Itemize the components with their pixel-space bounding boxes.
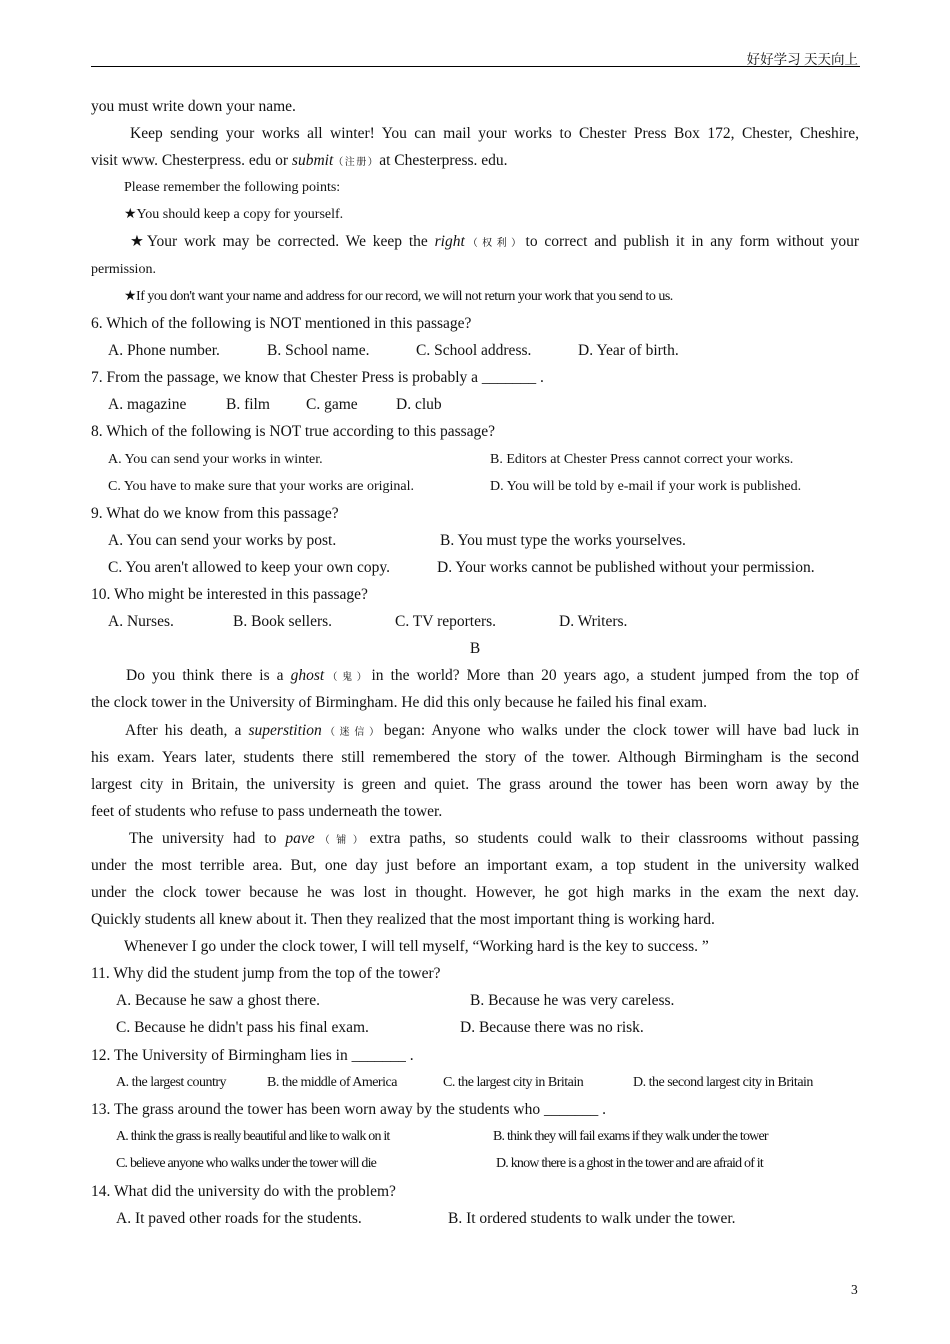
option-b: B. Because he was very careless. — [470, 992, 675, 1009]
point-item: ★If you don't want your name and address for our record, we will not return your work that you send to us. — [124, 289, 673, 304]
points-intro: Please remember the following points: — [124, 180, 341, 195]
option-a: A. the largest country — [116, 1075, 227, 1090]
vocab-word: ghost — [290, 667, 325, 684]
vocab-word: pave — [285, 830, 315, 847]
option-a: A. You can send your works in winter. — [108, 452, 323, 467]
question-stem: 10. Who might be interested in this passage? — [91, 586, 368, 603]
option-d: D. Year of birth. — [578, 342, 679, 359]
option-d: D. know there is a ghost in the tower and are afraid of it — [496, 1156, 763, 1171]
option-c: C. Because he didn't pass his final exam. — [116, 1019, 369, 1036]
vocab-gloss: （权利） — [464, 238, 526, 249]
passage-line: permission. — [91, 262, 156, 277]
passage-line: Keep sending your works all winter! You can mail your works to Chester Press Box 172, Chester, Cheshire, — [130, 125, 859, 142]
option-c: C. TV reporters. — [395, 613, 497, 630]
passage-line: visit www. Chesterpress. edu or submit（注册）at Chesterpress. edu. — [91, 152, 508, 169]
option-d: D. the second largest city in Britain — [633, 1075, 813, 1090]
vocab-gloss: （迷信） — [321, 727, 384, 738]
option-a: A. magazine — [108, 396, 187, 413]
option-a: A. Nurses. — [108, 613, 174, 630]
option-c: C. You aren't allowed to keep your own copy. — [108, 559, 391, 576]
option-a: A. You can send your works by post. — [108, 532, 337, 549]
option-c: C. the largest city in Britain — [443, 1075, 584, 1090]
question-stem: 11. Why did the student jump from the top of the tower? — [91, 965, 441, 982]
point-item: ★You should keep a copy for yourself. — [124, 207, 344, 222]
option-b: B. the middle of America — [267, 1075, 397, 1090]
option-d: D. club — [396, 396, 442, 413]
question-stem: 14. What did the university do with the problem? — [91, 1183, 396, 1200]
option-a: A. It paved other roads for the students. — [116, 1210, 362, 1227]
passage-line: under the most terrible area. But, one day just before an important exam, a top student in the university walked — [91, 857, 859, 874]
header-divider — [91, 66, 860, 67]
question-stem: 8. Which of the following is NOT true according to this passage? — [91, 423, 496, 440]
option-a: A. Phone number. — [108, 342, 220, 359]
vocab-gloss: （铺） — [314, 835, 370, 846]
question-stem: 7. From the passage, we know that Chester Press is probably a _______ . — [91, 369, 544, 386]
option-b: B. film — [226, 396, 270, 413]
passage-line: After his death, a superstition（迷信）began: Anyone who walks under the clock tower will have bad luck in — [125, 722, 859, 739]
option-d: D. Because there was no risk. — [460, 1019, 644, 1036]
vocab-gloss: （注册） — [333, 157, 380, 168]
option-c: C. You have to make sure that your works are original. — [108, 479, 414, 494]
passage-line: you must write down your name. — [91, 98, 296, 115]
passage-line: Do you think there is a ghost（鬼）in the world? More than 20 years ago, a student jumped from the top of — [126, 667, 859, 684]
passage-line: under the clock tower because he was lost in thought. However, he got high marks in the exam the next day. — [91, 884, 859, 901]
passage-line: Quickly students all knew about it. Then they realized that the most important thing is working hard. — [91, 911, 715, 928]
passage-line: the clock tower in the University of Birmingham. He did this only because he failed his final exam. — [91, 694, 707, 711]
question-stem: 9. What do we know from this passage? — [91, 505, 339, 522]
option-d: D. Writers. — [559, 613, 628, 630]
page-number: 3 — [851, 1282, 858, 1297]
option-a: A. think the grass is really beautiful and like to walk on it — [116, 1129, 390, 1144]
passage-line: Whenever I go under the clock tower, I will tell myself, “Working hard is the key to success. ” — [124, 938, 709, 955]
vocab-word: superstition — [248, 722, 322, 739]
option-c: C. believe anyone who walks under the tower will die — [116, 1156, 377, 1171]
option-c: C. School address. — [416, 342, 532, 359]
option-b: B. Book sellers. — [233, 613, 333, 630]
section-heading: B — [469, 640, 481, 657]
option-d: D. You will be told by e-mail if your work is published. — [490, 479, 802, 494]
point-item: ★Your work may be corrected. We keep the right（权利）to correct and publish it in any form without your — [130, 233, 860, 250]
option-b: B. think they will fail exams if they walk under the tower — [493, 1129, 768, 1144]
passage-line: The university had to pave（铺）extra paths, so students could walk to their classrooms without passing — [129, 830, 860, 847]
question-stem: 6. Which of the following is NOT mentioned in this passage? — [91, 315, 472, 332]
option-b: B. School name. — [267, 342, 370, 359]
question-stem: 13. The grass around the tower has been worn away by the students who _______ . — [91, 1101, 606, 1118]
vocab-word: right — [434, 233, 465, 250]
option-c: C. game — [306, 396, 358, 413]
option-a: A. Because he saw a ghost there. — [116, 992, 321, 1009]
passage-line: largest city in Britain, the university is green and quiet. The grass around the tower has been worn away by the — [91, 776, 859, 793]
option-b: B. Editors at Chester Press cannot correct your works. — [490, 452, 794, 467]
header-slogan: 好好学习 天天向上 — [746, 52, 858, 67]
passage-line: his exam. Years later, students there still remembered the story of the tower. Although Birmingham is the second — [91, 749, 859, 766]
passage-line: feet of students who refuse to pass underneath the tower. — [91, 803, 443, 820]
option-b: B. It ordered students to walk under the tower. — [448, 1210, 736, 1227]
question-stem: 12. The University of Birmingham lies in _______ . — [91, 1047, 414, 1064]
vocab-word: submit — [291, 152, 334, 169]
option-b: B. You must type the works yourselves. — [440, 532, 686, 549]
option-d: D. Your works cannot be published without your permission. — [437, 559, 815, 576]
vocab-gloss: （鬼） — [324, 672, 372, 683]
